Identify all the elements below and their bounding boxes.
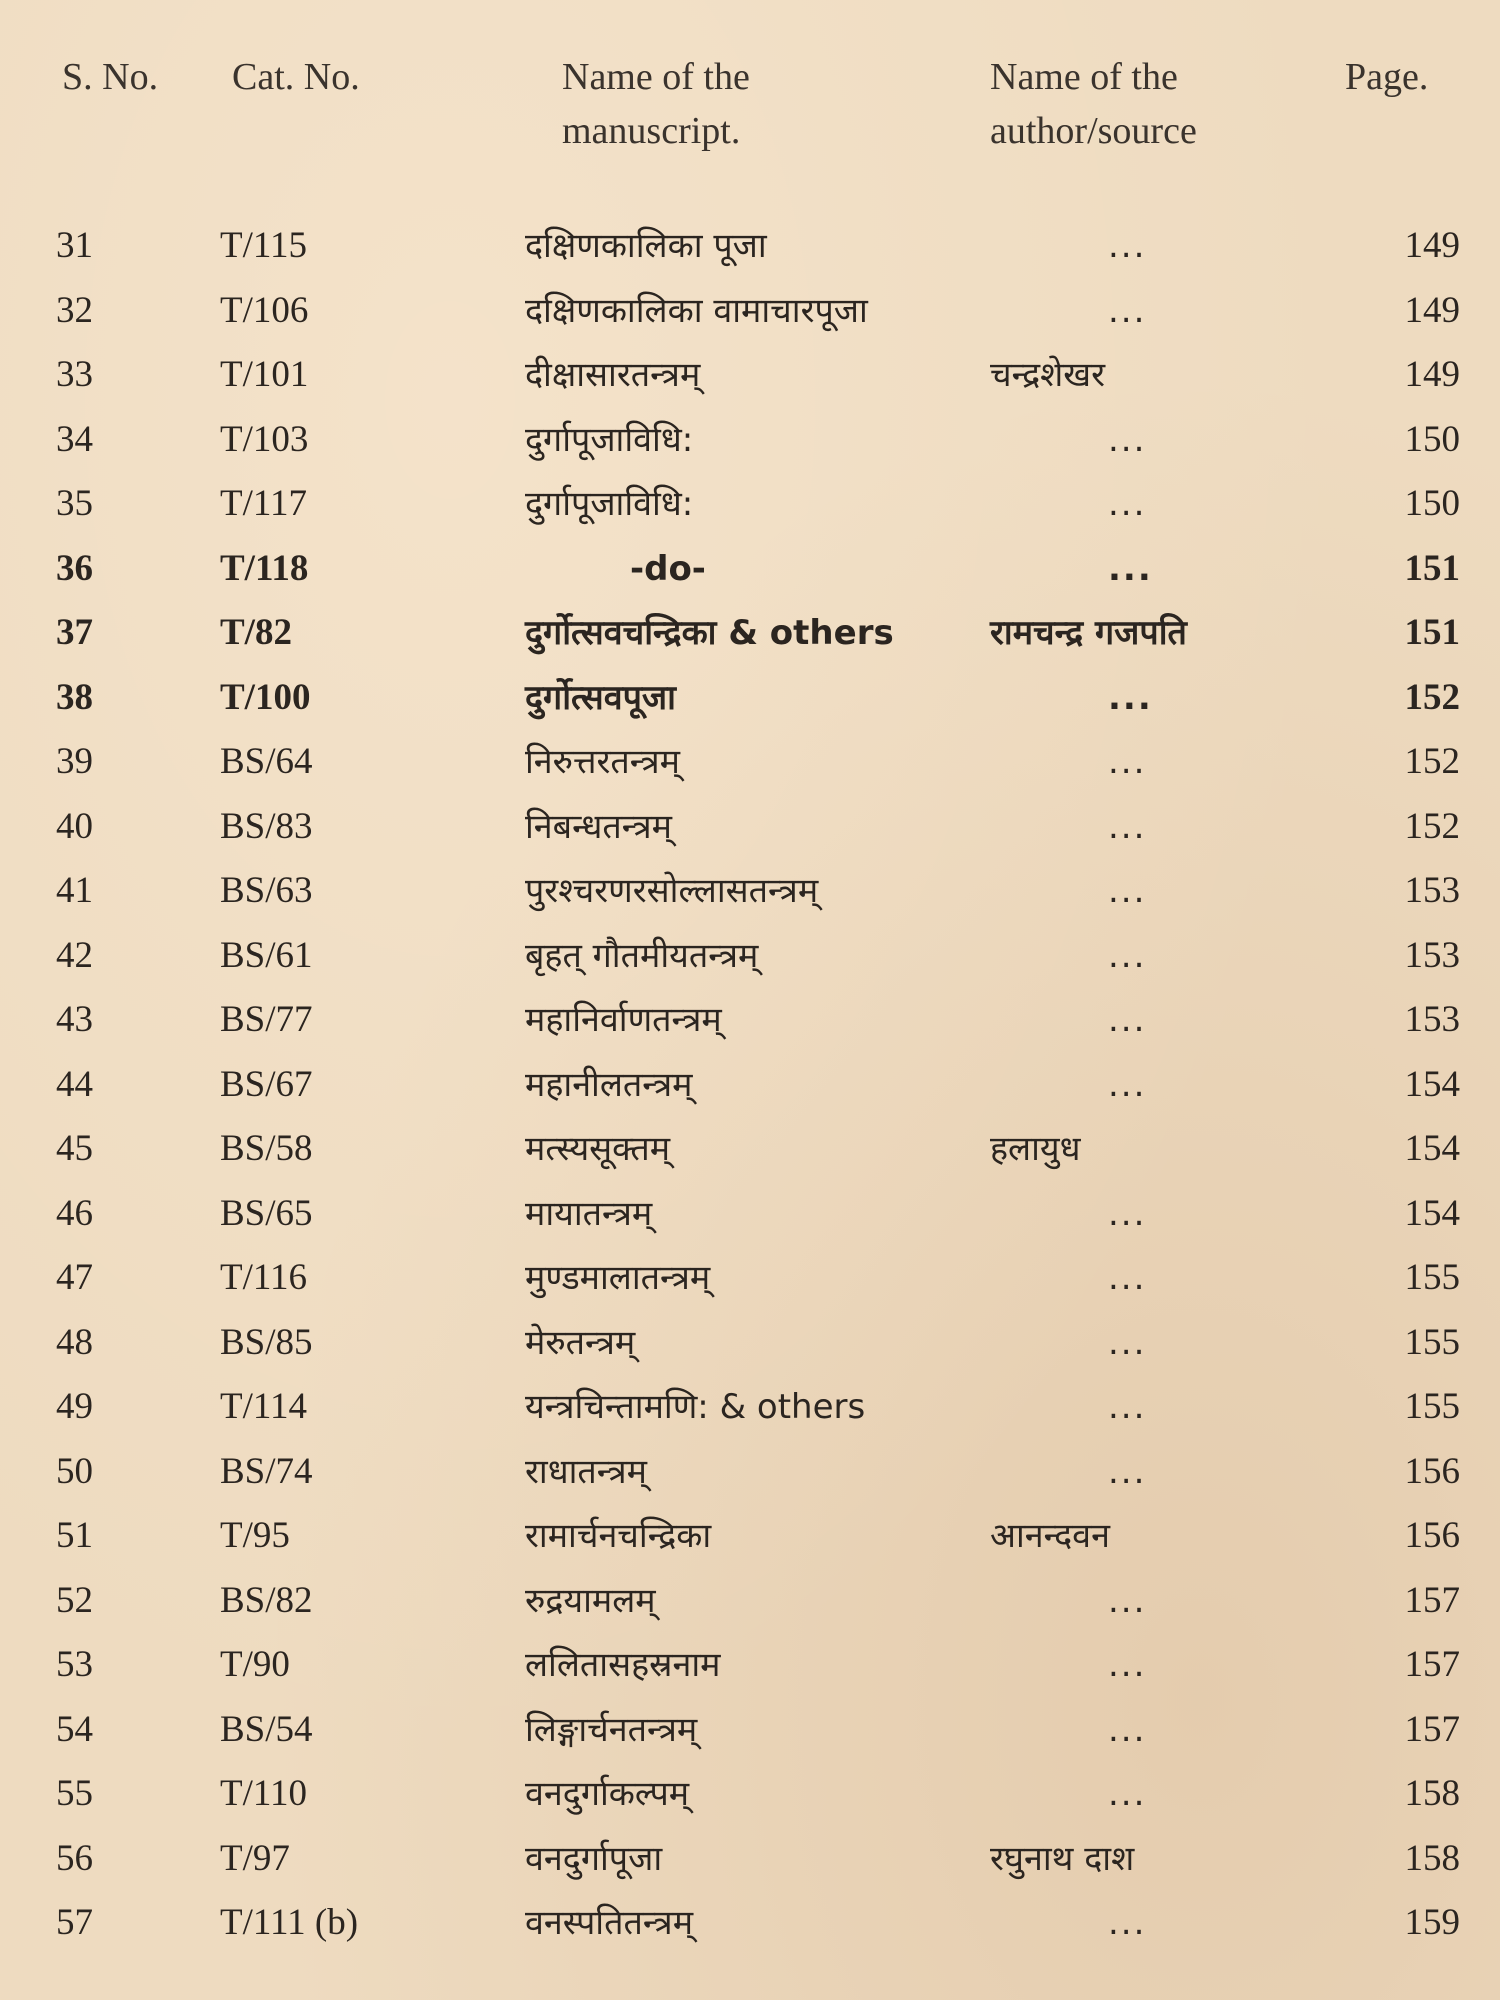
author-source-cell: रघुनाथ दाश (990, 1838, 1135, 1879)
catalogue-number-cell: BS/61 (220, 934, 313, 976)
author-source-cell: ... (1108, 742, 1147, 782)
catalogue-number-cell: BS/85 (220, 1321, 313, 1363)
catalogue-number-cell: BS/82 (220, 1579, 313, 1621)
manuscript-name-cell: यन्त्रचिन्तामणि: & others (525, 1387, 866, 1427)
page-number-cell: 158 (1404, 1837, 1460, 1879)
table-row (0, 1827, 1500, 1892)
catalogue-number-cell: T/103 (220, 418, 309, 460)
table-row (0, 988, 1500, 1053)
catalogue-number-cell: T/114 (220, 1386, 308, 1427)
catalogue-number-cell: BS/67 (220, 1063, 313, 1105)
catalogue-number-cell: T/95 (220, 1515, 290, 1556)
table-row (0, 1569, 1500, 1634)
table-row (0, 537, 1500, 602)
table-row (0, 1053, 1500, 1118)
catalogue-number-cell: T/82 (220, 612, 292, 653)
table-row (0, 1633, 1500, 1698)
serial-number-cell: 56 (56, 1837, 93, 1879)
manuscript-name-cell: रामार्चनचन्द्रिका (525, 1516, 712, 1556)
header-manuscript-name-line1: Name of the (562, 56, 750, 98)
manuscript-name-cell: दक्षिणकालिका वामाचारपूजा (525, 290, 868, 331)
serial-number-cell: 47 (56, 1257, 93, 1298)
author-source-cell: ... (1108, 1387, 1147, 1427)
serial-number-cell: 51 (56, 1515, 93, 1556)
serial-number-cell: 45 (56, 1128, 93, 1169)
page-number-cell: 149 (1404, 225, 1460, 266)
page-number-cell: 152 (1404, 805, 1460, 847)
manuscript-name-cell: मायातन्त्रम् (525, 1193, 653, 1234)
catalogue-number-cell: T/116 (220, 1257, 308, 1298)
page-number-cell: 157 (1404, 1644, 1460, 1685)
page-number-cell: 153 (1404, 870, 1460, 911)
catalogue-number-cell: T/117 (220, 483, 308, 524)
catalogue-number-cell: BS/83 (220, 805, 313, 847)
table-row (0, 601, 1500, 666)
serial-number-cell: 44 (56, 1063, 93, 1105)
serial-number-cell: 54 (56, 1708, 93, 1750)
serial-number-cell: 49 (56, 1386, 93, 1427)
serial-number-cell: 53 (56, 1644, 93, 1685)
table-row (0, 1375, 1500, 1440)
author-source-cell: ... (1108, 1451, 1147, 1492)
author-source-cell: ... (1108, 419, 1147, 460)
table-row (0, 859, 1500, 924)
page-number-cell: 156 (1404, 1515, 1460, 1556)
serial-number-cell: 46 (56, 1192, 93, 1234)
page-number-cell: 150 (1404, 418, 1460, 460)
catalogue-number-cell: BS/58 (220, 1128, 313, 1169)
page-number-cell: 153 (1404, 934, 1460, 976)
serial-number-cell: 50 (56, 1450, 93, 1492)
page-number-cell: 159 (1404, 1902, 1460, 1943)
author-source-cell: ... (1108, 1580, 1147, 1621)
manuscript-name-cell: लिङ्गार्चनतन्त्रम् (525, 1709, 698, 1750)
page-number-cell: 151 (1404, 547, 1460, 589)
table-row (0, 408, 1500, 473)
table-row (0, 1246, 1500, 1311)
catalogue-number-cell: BS/64 (220, 741, 313, 782)
manuscript-name-cell: दक्षिणकालिका पूजा (525, 226, 767, 266)
author-source-cell: आनन्दवन (990, 1516, 1110, 1556)
author-source-cell: हलायुध (990, 1129, 1081, 1169)
serial-number-cell: 33 (56, 354, 93, 395)
table-row (0, 1891, 1500, 1956)
manuscript-name-cell: -do- (630, 548, 706, 589)
header-manuscript-name (562, 50, 750, 158)
manuscript-name-cell: रुद्रयामलम् (525, 1580, 656, 1621)
page-number-cell: 158 (1404, 1773, 1460, 1814)
serial-number-cell: 39 (56, 741, 93, 782)
manuscript-name-cell: राधातन्त्रम् (525, 1451, 647, 1492)
author-source-cell: ... (1108, 871, 1147, 911)
catalogue-number-cell: T/111 (b) (220, 1902, 359, 1943)
header-catalogue-number (232, 50, 360, 104)
serial-number-cell: 42 (56, 934, 93, 976)
manuscript-name-cell: पुरश्चरणरसोल्लासतन्त्रम् (525, 871, 819, 911)
catalogue-number-cell: BS/63 (220, 870, 313, 911)
author-source-cell: चन्द्रशेखर (990, 355, 1105, 395)
manuscript-name-cell: दुर्गोत्सवपूजा (525, 677, 676, 718)
catalogue-number-cell: T/106 (220, 289, 309, 331)
page-number-cell: 152 (1404, 741, 1460, 782)
manuscript-name-cell: मुण्डमालातन्त्रम् (525, 1258, 711, 1298)
header-manuscript-name-line2: manuscript. (562, 110, 741, 152)
manuscript-name-cell: वनदुर्गापूजा (525, 1838, 663, 1879)
author-source-cell: ... (1108, 1709, 1147, 1750)
serial-number-cell: 38 (56, 676, 93, 718)
catalogue-number-cell: T/118 (220, 547, 309, 589)
table-row (0, 1762, 1500, 1827)
catalogue-number-cell: T/97 (220, 1837, 290, 1879)
serial-number-cell: 52 (56, 1579, 93, 1621)
table-row (0, 730, 1500, 795)
page-number-cell: 149 (1404, 354, 1460, 395)
author-source-cell: ... (1108, 1000, 1147, 1040)
table-row (0, 279, 1500, 344)
author-source-cell: ... (1108, 548, 1153, 589)
page-number-cell: 155 (1404, 1386, 1460, 1427)
header-catalogue-number-label: Cat. No. (232, 56, 360, 98)
catalogue-number-cell: T/115 (220, 225, 308, 266)
page-number-cell: 157 (1404, 1708, 1460, 1750)
serial-number-cell: 35 (56, 483, 93, 524)
author-source-cell: ... (1108, 290, 1147, 331)
catalogue-number-cell: T/110 (220, 1773, 308, 1814)
manuscript-table-body (0, 214, 1500, 1956)
catalogue-number-cell: T/90 (220, 1644, 290, 1685)
serial-number-cell: 48 (56, 1321, 93, 1363)
page-number-cell: 152 (1404, 676, 1460, 718)
manuscript-name-cell: मेरुतन्त्रम् (525, 1322, 636, 1363)
serial-number-cell: 31 (56, 225, 93, 266)
manuscript-name-cell: निबन्धतन्त्रम् (525, 806, 672, 847)
catalogue-number-cell: BS/77 (220, 999, 313, 1040)
table-row (0, 214, 1500, 279)
header-page-label: Page. (1345, 56, 1429, 98)
manuscript-name-cell: ललितासहस्रनाम (525, 1645, 721, 1685)
table-row (0, 472, 1500, 537)
author-source-cell: ... (1108, 935, 1147, 976)
page-number-cell: 156 (1404, 1450, 1460, 1492)
author-source-cell: ... (1108, 226, 1147, 266)
serial-number-cell: 41 (56, 870, 93, 911)
table-row (0, 343, 1500, 408)
page-number-cell: 149 (1404, 289, 1460, 331)
page-number-cell: 157 (1404, 1579, 1460, 1621)
catalogue-number-cell: BS/74 (220, 1450, 313, 1492)
header-serial-number (62, 50, 158, 104)
serial-number-cell: 32 (56, 289, 93, 331)
table-row (0, 1440, 1500, 1505)
header-author-source (990, 50, 1197, 158)
manuscript-name-cell: दुर्गोत्सवचन्द्रिका & others (525, 613, 894, 653)
manuscript-name-cell: मत्स्यसूक्तम् (525, 1129, 671, 1169)
author-source-cell: ... (1108, 1322, 1147, 1363)
serial-number-cell: 43 (56, 999, 93, 1040)
manuscript-name-cell: दुर्गापूजाविधि: (525, 419, 694, 460)
author-source-cell: ... (1108, 484, 1147, 524)
page-number-cell: 154 (1404, 1063, 1460, 1105)
manuscript-name-cell: महानिर्वाणतन्त्रम् (525, 1000, 722, 1040)
page-number-cell: 155 (1404, 1257, 1460, 1298)
serial-number-cell: 57 (56, 1902, 93, 1943)
serial-number-cell: 40 (56, 805, 93, 847)
manuscript-name-cell: वनस्पतितन्त्रम् (525, 1903, 694, 1943)
serial-number-cell: 36 (56, 547, 93, 589)
author-source-cell: रामचन्द्र गजपति (990, 613, 1187, 653)
header-page (1345, 50, 1428, 104)
page-number-cell: 150 (1404, 483, 1460, 524)
catalogue-number-cell: BS/54 (220, 1708, 313, 1750)
author-source-cell: ... (1108, 1064, 1147, 1105)
header-author-source-line1: Name of the (990, 56, 1178, 98)
page-number-cell: 155 (1404, 1321, 1460, 1363)
header-author-source-line2: author/source (990, 110, 1197, 152)
catalogue-number-cell: T/100 (220, 676, 311, 718)
table-row (0, 1311, 1500, 1376)
manuscript-name-cell: बृहत् गौतमीयतन्त्रम् (525, 935, 759, 976)
author-source-cell: ... (1108, 1903, 1147, 1943)
author-source-cell: ... (1108, 1774, 1147, 1814)
author-source-cell: ... (1108, 806, 1147, 847)
author-source-cell: ... (1108, 677, 1153, 718)
header-serial-number-label: S. No. (62, 56, 159, 98)
manuscript-name-cell: महानीलतन्त्रम् (525, 1064, 693, 1105)
manuscript-name-cell: निरुत्तरतन्त्रम् (525, 742, 680, 782)
page-number-cell: 151 (1404, 612, 1460, 653)
table-row (0, 1698, 1500, 1763)
author-source-cell: ... (1108, 1258, 1147, 1298)
author-source-cell: ... (1108, 1193, 1147, 1234)
catalogue-number-cell: T/101 (220, 354, 309, 395)
table-row (0, 666, 1500, 731)
manuscript-name-cell: दीक्षासारतन्त्रम् (525, 355, 701, 395)
table-row (0, 1182, 1500, 1247)
table-row (0, 1117, 1500, 1182)
table-row (0, 1504, 1500, 1569)
serial-number-cell: 55 (56, 1773, 93, 1814)
table-row (0, 924, 1500, 989)
page-number-cell: 154 (1404, 1128, 1460, 1169)
page-number-cell: 154 (1404, 1192, 1460, 1234)
author-source-cell: ... (1108, 1645, 1147, 1685)
manuscript-name-cell: दुर्गापूजाविधि: (525, 484, 694, 524)
table-header (0, 50, 1500, 180)
serial-number-cell: 34 (56, 418, 93, 460)
table-row (0, 795, 1500, 860)
manuscript-name-cell: वनदुर्गाकल्पम् (525, 1774, 690, 1814)
catalogue-number-cell: BS/65 (220, 1192, 313, 1234)
page-number-cell: 153 (1404, 999, 1460, 1040)
serial-number-cell: 37 (56, 612, 93, 653)
